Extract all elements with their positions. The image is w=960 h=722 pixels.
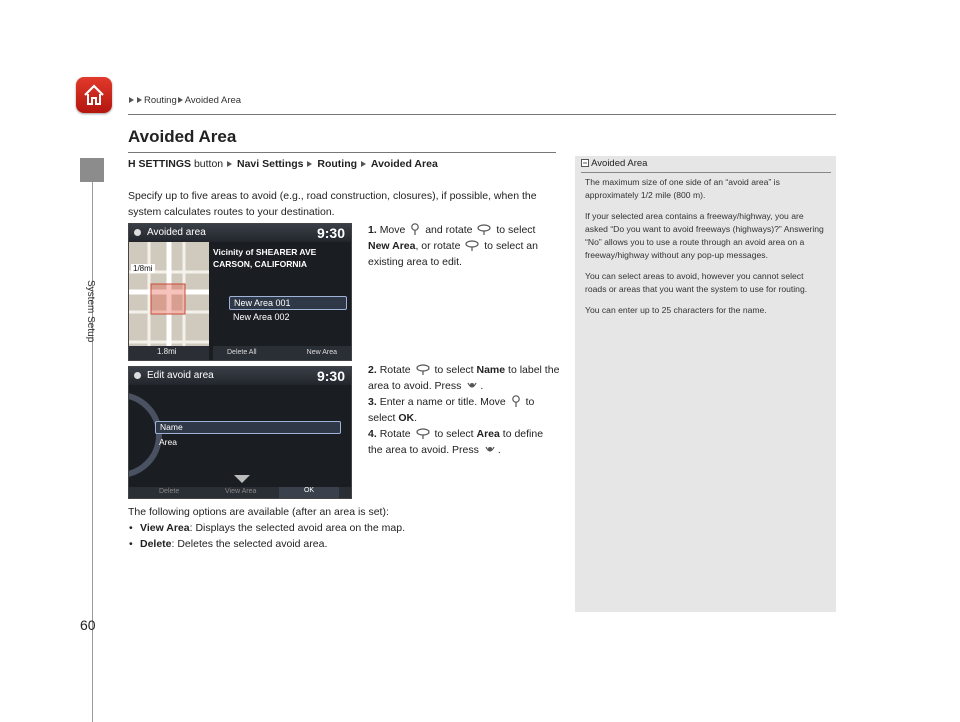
breadcrumb-arrow-icon [137, 97, 142, 103]
option-name: Delete [140, 538, 172, 550]
screen-title-bar [129, 224, 351, 242]
step-keyword: Area [476, 428, 500, 440]
step-text: . [414, 412, 418, 424]
joystick-icon [410, 223, 420, 236]
rotate-knob-icon [477, 223, 491, 236]
header-divider [128, 114, 836, 115]
path-arrow-icon [307, 161, 312, 167]
intro-text: Specify up to five areas to avoid (e.g., road construction, closures), if possible, when the system calculates routes to your destination. [128, 190, 537, 218]
step-text: and rotate [425, 224, 473, 236]
step-number: 3. [368, 396, 377, 408]
side-note-heading [581, 158, 647, 169]
path-arrow-icon [227, 161, 232, 167]
path-h-icon: H [128, 158, 136, 170]
press-knob-icon [484, 443, 496, 456]
side-note-paragraph: You can select areas to avoid, however you cannot select roads or areas that you want the system to use for routing. [585, 271, 808, 294]
option-delete [128, 536, 558, 552]
press-knob-icon [466, 379, 478, 392]
path-arrow-icon [361, 161, 366, 167]
step-4 [368, 426, 560, 458]
page-number: 60 [80, 617, 96, 633]
step-3 [368, 394, 560, 426]
option-desc: : Deletes the selected avoid area. [171, 538, 328, 550]
step-text: to select [434, 428, 474, 440]
step-text: to label the area to avoid. Press [368, 364, 560, 392]
note-marker-icon [581, 159, 589, 167]
rotate-knob-icon [416, 363, 430, 376]
vicinity-line-1: Vicinity of SHEARER AVE [213, 247, 317, 257]
step-text: Enter a name or title. Move [379, 396, 506, 408]
settings-path [128, 158, 438, 170]
step-number: 2. [368, 364, 377, 376]
side-note-paragraph: You can enter up to 25 characters for the name. [585, 305, 767, 315]
path-routing: Routing [317, 158, 358, 170]
step-text: to select [496, 224, 536, 236]
home-button[interactable] [76, 77, 112, 113]
step-text: to select [434, 364, 474, 376]
sidebar-divider [92, 182, 93, 722]
options-list [128, 504, 558, 552]
delete-all-button[interactable]: Delete All [227, 349, 257, 356]
breadcrumb-arrow-icon [178, 97, 183, 103]
list-item-area[interactable]: Area [159, 437, 177, 447]
steps-2-4 [368, 362, 560, 458]
step-text: , or rotate [415, 240, 461, 252]
list-item-new-area-002[interactable]: New Area 002 [233, 312, 290, 322]
side-note-title: Avoided Area [591, 158, 648, 169]
screen-button-bar [129, 487, 351, 498]
view-area-button[interactable]: View Area [225, 488, 257, 495]
breadcrumb-avoided-area[interactable]: Avoided Area [184, 95, 242, 106]
screen-time: 9:30 [316, 225, 345, 241]
ok-button[interactable]: OK [279, 487, 339, 498]
map-scale-bottom: 1.8mi [157, 347, 177, 356]
path-button-word: button [193, 158, 224, 170]
list-item-new-area-001[interactable]: New Area 001 [229, 296, 347, 310]
side-note-divider [581, 172, 831, 173]
screen-button-bar [213, 346, 351, 360]
screen-time: 9:30 [316, 368, 345, 384]
step-text: to select [368, 396, 535, 424]
option-name: View Area [140, 522, 190, 534]
page-title: Avoided Area [128, 127, 237, 146]
breadcrumb-routing[interactable]: Routing [144, 95, 177, 106]
step-number: 1. [368, 224, 377, 236]
rotate-knob-icon [416, 427, 430, 440]
step-1 [368, 222, 560, 270]
new-area-button[interactable]: New Area [306, 349, 337, 356]
delete-button[interactable]: Delete [159, 488, 180, 495]
home-icon [82, 83, 106, 107]
screen-title: Edit avoid area [147, 370, 214, 381]
option-view-area [128, 520, 558, 536]
side-note-panel [575, 156, 836, 612]
step-text: . [497, 444, 501, 456]
map-roads-graphic [129, 242, 209, 360]
step-number: 4. [368, 428, 377, 440]
side-note-body [585, 176, 825, 325]
breadcrumb [128, 95, 241, 106]
step-text: to define the area to avoid. Press [368, 428, 544, 456]
step-keyword: OK [398, 412, 415, 424]
side-note-paragraph: The maximum size of one side of an “avoid area” is approximately 1/2 mile (800 m). [585, 177, 780, 200]
sidebar-tab-marker [80, 158, 104, 182]
screen-status-icon [134, 229, 141, 236]
step-text: Rotate [379, 364, 411, 376]
breadcrumb-arrow-icon [129, 97, 134, 103]
rotate-knob-icon [465, 239, 479, 252]
option-desc: : Displays the selected avoid area on the map. [189, 522, 405, 534]
step-keyword: Name [476, 364, 506, 376]
map-view [129, 242, 209, 360]
sidebar-label: System Setup [85, 280, 96, 343]
step-text: Rotate [379, 428, 411, 440]
step-keyword: New Area [368, 240, 416, 252]
step-text: to select an existing area to edit. [368, 240, 538, 268]
joystick-icon [511, 395, 521, 408]
path-avoided-area: Avoided Area [370, 158, 438, 170]
options-lead: The following options are available (after an area is set): [128, 506, 389, 518]
list-item-name[interactable]: Name [155, 421, 341, 434]
path-navi-settings: Navi Settings [237, 158, 304, 170]
edit-avoid-area-screen [128, 366, 352, 499]
screen-title: Avoided area [147, 227, 206, 238]
title-divider [128, 152, 556, 153]
vicinity-line-2: CARSON, CALIFORNIA [213, 259, 307, 269]
side-note-paragraph: If your selected area contains a freeway/highway, you are asked “Do you want to avoid freeways (highways)?” Answering “No” allows you to use a route through an avoid area on a freeway/highway without any pop-up messages. [585, 211, 824, 260]
step-2 [368, 362, 560, 394]
map-scale-top: 1/8mi [133, 264, 153, 273]
step-text: . [480, 380, 484, 392]
avoided-area-screen [128, 223, 352, 361]
step-text: Move [379, 224, 406, 236]
path-settings: SETTINGS [138, 158, 192, 170]
